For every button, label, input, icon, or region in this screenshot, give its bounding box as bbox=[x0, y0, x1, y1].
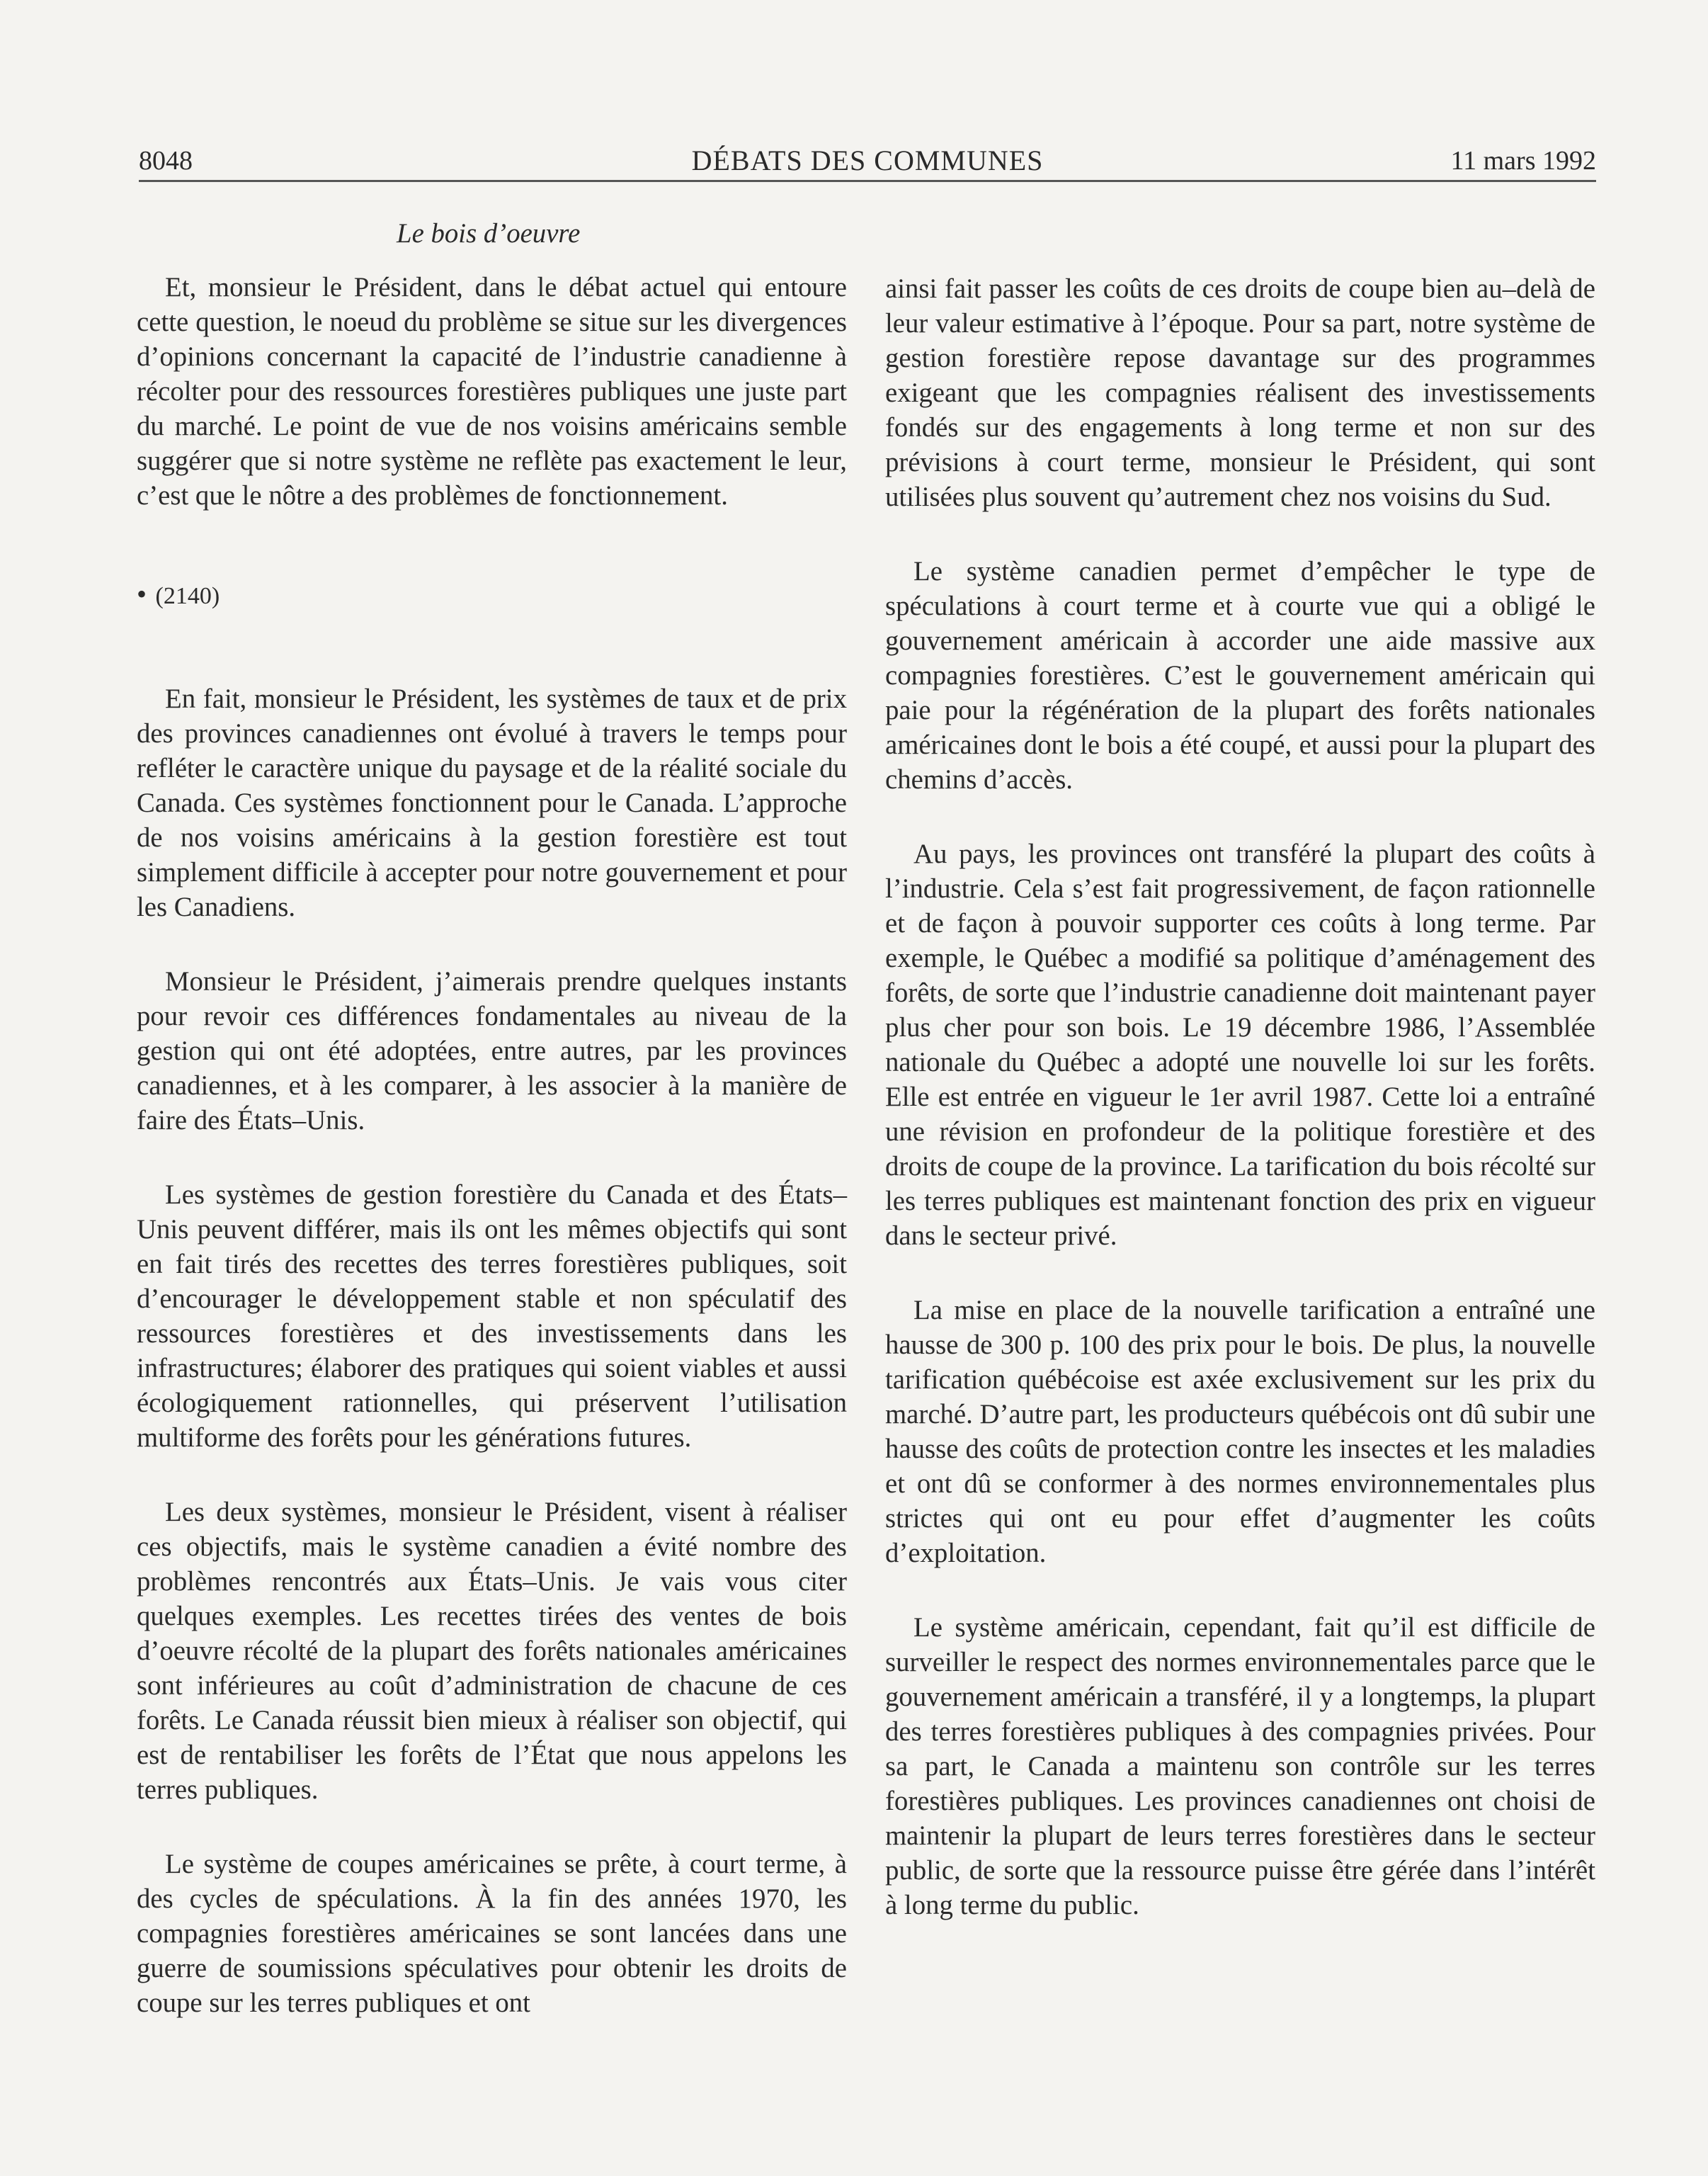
page-header bbox=[139, 140, 1596, 181]
publication-title: DÉBATS DES COMMUNES bbox=[691, 144, 1044, 176]
page-date: 11 mars 1992 bbox=[1450, 146, 1596, 176]
paragraph: Le système canadien permet d’empêcher le type de spéculations à court terme et à courte vue qui a obligé le gouvernement américain à accorder une aide massive aux compagnies forestières. C’est le gouvernement américain qui paie pour la régénération de la plupart des forêts nationales américaines dont le bois a été coupé, et aussi pour la plupart des chemins d’accès. bbox=[885, 556, 1595, 795]
paragraph: Les systèmes de gestion forestière du Canada et des États–Unis peuvent différer, mais ils ont les mêmes objectifs qui sont en fait tirés des recettes des terres forestières publiques, soit d’encourager le développement stable et non spéculatif des ressources forestières et des investissements dans les infrastructures; élaborer des pratiques qui soient viables et aussi écologiquement rationnelles, qui préservent l’utilisation multiforme des forêts pour les générations futures. bbox=[137, 1179, 847, 1453]
section-heading: Le bois d’oeuvre bbox=[397, 218, 581, 249]
left-column bbox=[137, 212, 847, 2060]
paragraph: Les deux systèmes, monsieur le Président, visent à réaliser ces objectifs, mais le système canadien a évité nombre des problèmes rencontrés aux États–Unis. Je vais vous citer quelques exemples. Les recettes tirées des ventes de bois d’oeuvre récolté de la plupart des forêts nationales américaines sont inférieures au coût d’administration de chacune de ces forêts. Le Canada réussit bien mieux à réaliser son objectif, qui est de rentabiliser les forêts de l’État que nous appelons les terres publiques. bbox=[137, 1497, 847, 1805]
paragraph: Et, monsieur le Président, dans le débat actuel qui entoure cette question, le noeud du problème se situe sur les divergences d’opinions concernant la capacité de l’industrie canadienne à récolter pour des ressources forestières publiques une juste part du marché. Le point de vue de nos voisins américains semble suggérer que si notre système ne reflète pas exactement le leur, c’est que le nôtre a des problèmes de fonctionnement. bbox=[137, 272, 847, 511]
paragraph: ainsi fait passer les coûts de ces droits de coupe bien au–delà de leur valeur estimative à l’époque. Pour sa part, notre système de gestion forestière repose davantage sur des programmes exigeant que les compagnies réalisent des investissements fondés sur des engagements à long terme et non sur des prévisions à court terme, monsieur le Président, qui sont utilisées plus souvent qu’autrement chez nos voisins du Sud. bbox=[885, 273, 1595, 512]
right-column bbox=[885, 271, 1595, 1962]
paragraph: Le système de coupes américaines se prête, à court terme, à des cycles de spéculations. À la fin des années 1970, les compagnies forestières américaines se sont lancées dans une guerre de soumissions spéculatives pour obtenir les droits de coupe sur les terres publiques et ont bbox=[137, 1849, 847, 2018]
paragraph: Monsieur le Président, j’aimerais prendre quelques instants pour revoir ces différences fondamentales au niveau de la gestion qui ont été adoptées, entre autres, par les provinces canadiennes, et à les comparer, à les associer à la manière de faire des États–Unis. bbox=[137, 966, 847, 1135]
timestamp-marker bbox=[137, 577, 847, 613]
bullet-icon: • bbox=[137, 578, 147, 610]
paragraph: La mise en place de la nouvelle tarification a entraîné une hausse de 300 p. 100 des prix pour le bois. De plus, la nouvelle tarification québécoise est axée exclusivement sur les prix du marché. D’autre part, les producteurs québécois ont dû subir une hausse des coûts de protection contre les insectes et les maladies et ont dû se conformer à des normes environnementales plus strictes qui ont eu pour effet d’augmenter les coûts d’exploitation. bbox=[885, 1295, 1595, 1568]
paragraph: Au pays, les provinces ont transféré la plupart des coûts à l’industrie. Cela s’est fait progressivement, de façon rationnelle et de façon à pouvoir supporter ces coûts à long terme. Par exemple, le Québec a modifié sa politique d’aménagement des forêts, de sorte que l’industrie canadienne doit maintenant payer plus cher pour son bois. Le 19 décembre 1986, l’Assemblée nationale du Québec a adopté une nouvelle loi sur les forêts. Elle est entrée en vigueur le 1er avril 1987. Cette loi a entraîné une révision en profondeur de la politique forestière et des droits de coupe de la province. La tarification du bois récolté sur les terres publiques est maintenant fonction des prix en vigueur dans le secteur privé. bbox=[885, 839, 1595, 1251]
page-number: 8048 bbox=[139, 146, 193, 176]
paragraph: En fait, monsieur le Président, les systèmes de taux et de prix des provinces canadiennes ont évolué à travers le temps pour refléter le caractère unique du paysage et de la réalité sociale du Canada. Ces systèmes fonctionnent pour le Canada. L’approche de nos voisins américains à la gestion forestière est tout simplement difficile à accepter pour notre gouvernement et pour les Canadiens. bbox=[137, 684, 847, 922]
header-rule bbox=[139, 180, 1596, 182]
timestamp-text: (2140) bbox=[155, 583, 220, 609]
paragraph: Le système américain, cependant, fait qu’il est difficile de surveiller le respect des normes environnementales parce que le gouvernement américain a transféré, il y a longtemps, la plupart des terres forestières publiques à des compagnies privées. Pour sa part, le Canada a maintenu son contrôle sur les terres forestières publiques. Les provinces canadiennes ont choisi de maintenir la plupart de leurs terres forestières dans le secteur public, de sorte que la ressource puisse être gérée dans l’intérêt à long terme du public. bbox=[885, 1612, 1595, 1920]
